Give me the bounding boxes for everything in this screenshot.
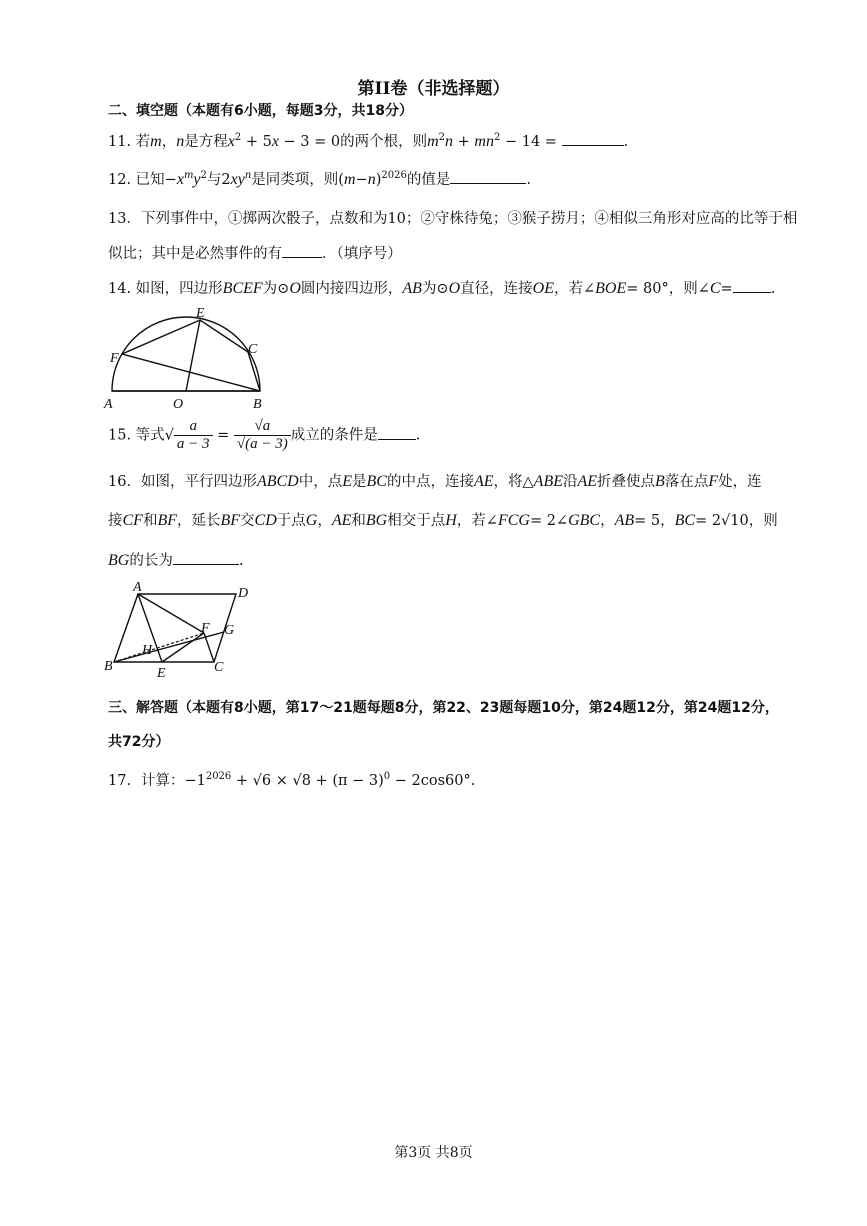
fig14-label-a: A: [104, 397, 113, 412]
semicircle-arc: [112, 317, 260, 391]
question-17: 17．计算：$-1^{2026} + √6 \times √8 + (\pi - 3)^0 - 2\cos 60^\circ$.: [108, 771, 476, 789]
section-3-header-line-1: 三、解答题（本题有8小题，第17～21题每题8分，第22、23题每题10分，第24题12分，第24题12分，: [108, 700, 779, 716]
fig16-label-a: A: [133, 580, 142, 595]
parallelogram-abcd: [114, 594, 236, 662]
question-15: 15. 等式√ $\frac{a}{a - 3}$ = $\frac{√a}{√(a - 3)}$ 成立的条件是 .: [108, 418, 421, 452]
fig16-label-h: H: [142, 643, 153, 658]
figure-16-parallelogram: [100, 580, 260, 680]
answer-blank-12[interactable]: [450, 169, 526, 184]
fig14-label-b: B: [253, 397, 262, 412]
page-footer: 第3页 共8页: [394, 1145, 473, 1161]
answer-blank-13[interactable]: [282, 243, 322, 258]
section-3-header-line-2: 共72分）: [108, 734, 170, 750]
fig16-label-f: F: [201, 621, 210, 636]
question-13-line-1: 13．下列事件中，①掷两次骰子，点数和为10；②守株待兔；③猴子捞月；④相似三角形对应高的比等于相: [108, 211, 798, 227]
question-16-line-1: 16．如图，平行四边形ABCD中，点E是BC的中点，连接AE，将△ABE沿AE折叠使点B落在点F处，连: [108, 473, 762, 490]
fig16-label-g: G: [224, 623, 235, 638]
page-title: 第II卷（非选择题）: [357, 79, 510, 99]
fig14-label-f: F: [110, 351, 119, 366]
segment-fb: [122, 354, 260, 391]
fig14-label-e: E: [196, 306, 205, 321]
question-11: 11. 若m，n是方程$x^2 + 5x - 3 = 0$的两个根，则$m^2n + mn^2 - 14$ = .: [108, 132, 629, 150]
answer-blank-16[interactable]: [173, 550, 239, 565]
fig16-label-d: D: [238, 586, 249, 601]
segment-af: [138, 594, 204, 633]
answer-blank-15[interactable]: [378, 425, 416, 440]
section-2-header: 二、填空题（本题有6小题，每题3分，共18分）: [108, 103, 413, 119]
question-16-line-2: 接CF和BF，延长BF交CD于点G，AE和BG相交于点H，若∠FCG= 2∠GBC，AB= 5，BC= 2√10，则: [108, 512, 778, 529]
fig16-label-b: B: [104, 659, 113, 674]
answer-blank-14[interactable]: [733, 278, 771, 293]
question-13-line-2: 似比；其中是必然事件的有 ．（填序号）: [108, 242, 402, 263]
question-14: 14. 如图，四边形BCEF为⊙O圆内接四边形，AB为⊙O直径，连接OE，若∠BOE= 80°，则∠C= .: [108, 280, 776, 297]
fig14-label-c: C: [248, 342, 258, 357]
figure-14-semicircle: [100, 302, 275, 414]
fig16-label-e: E: [157, 666, 166, 680]
fig14-label-o: O: [173, 397, 184, 412]
fraction-right: $\frac{√a}{√(a - 3)}$: [234, 418, 291, 453]
fig16-label-c: C: [214, 660, 224, 675]
question-16-line-3: BG的长为 .: [108, 552, 244, 569]
question-12: 12. 已知$-x^my^2$与$2xy^n$是同类项，则$(m-n)^{2026}$的值是 .: [108, 170, 531, 188]
answer-blank-11[interactable]: [562, 131, 624, 146]
segment-oe: [186, 320, 200, 391]
fraction-left: $\frac{a}{a - 3}$: [174, 418, 213, 453]
